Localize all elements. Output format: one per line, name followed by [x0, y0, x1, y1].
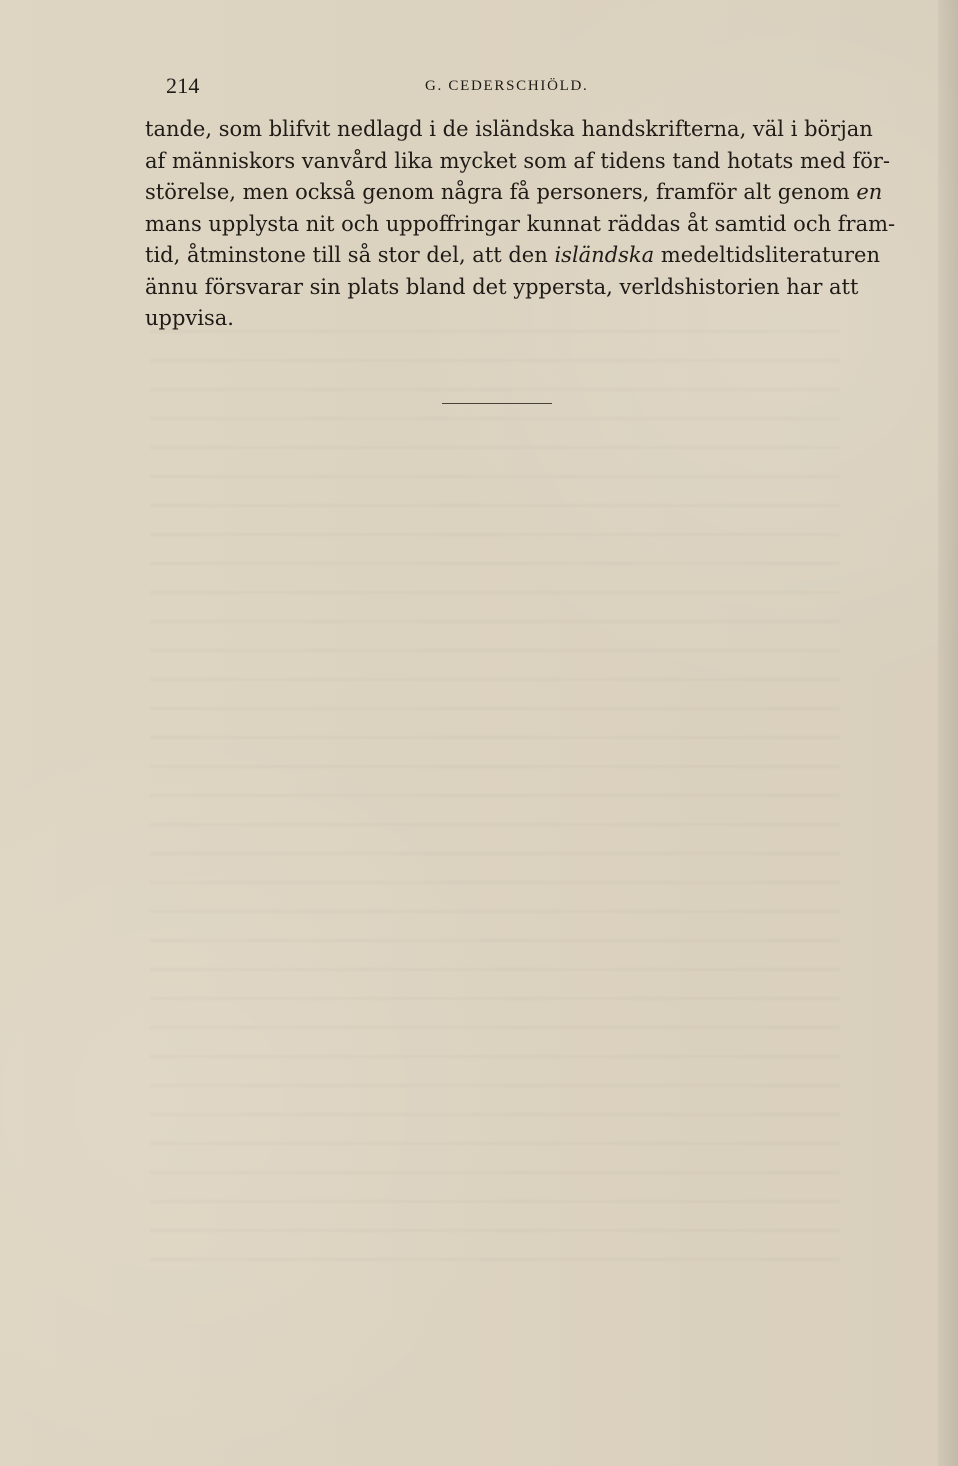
text-line	[145, 240, 880, 272]
running-head: G. CEDERSCHIÖLD.	[425, 78, 589, 94]
text-line	[145, 303, 856, 335]
text-segment: af människors vanvård lika mycket som af tidens tand hotats med för-	[145, 148, 891, 173]
text-segment: störelse, men också genom några få personers, framför alt genom	[145, 180, 857, 204]
text-line	[145, 146, 891, 178]
text-segment: medeltidsliteraturen	[654, 243, 880, 267]
italic-text-segment: en	[856, 180, 883, 204]
text-line	[145, 177, 883, 209]
body-text	[145, 114, 896, 335]
text-segment: ännu försvarar sin plats bland det yppersta, verldshistorien har att	[145, 274, 859, 299]
text-segment: uppvisa.	[145, 306, 234, 330]
text-line	[145, 272, 859, 304]
page-header	[143, 73, 864, 97]
bleed-through-texture	[150, 330, 840, 1280]
text-segment: tid, åtminstone till så stor del, att den	[145, 243, 555, 267]
page-edge-shadow	[938, 0, 958, 1466]
text-line	[145, 209, 896, 241]
text-line	[145, 114, 873, 146]
italic-text-segment: isländska	[554, 243, 655, 267]
page-number: 214	[166, 73, 200, 98]
section-rule	[442, 403, 552, 404]
text-segment: tande, som blifvit nedlagd i de isländska handskrifterna, väl i början	[145, 117, 873, 141]
text-segment: mans upplysta nit och uppoffringar kunnat räddas åt samtid och fram-	[145, 211, 896, 236]
